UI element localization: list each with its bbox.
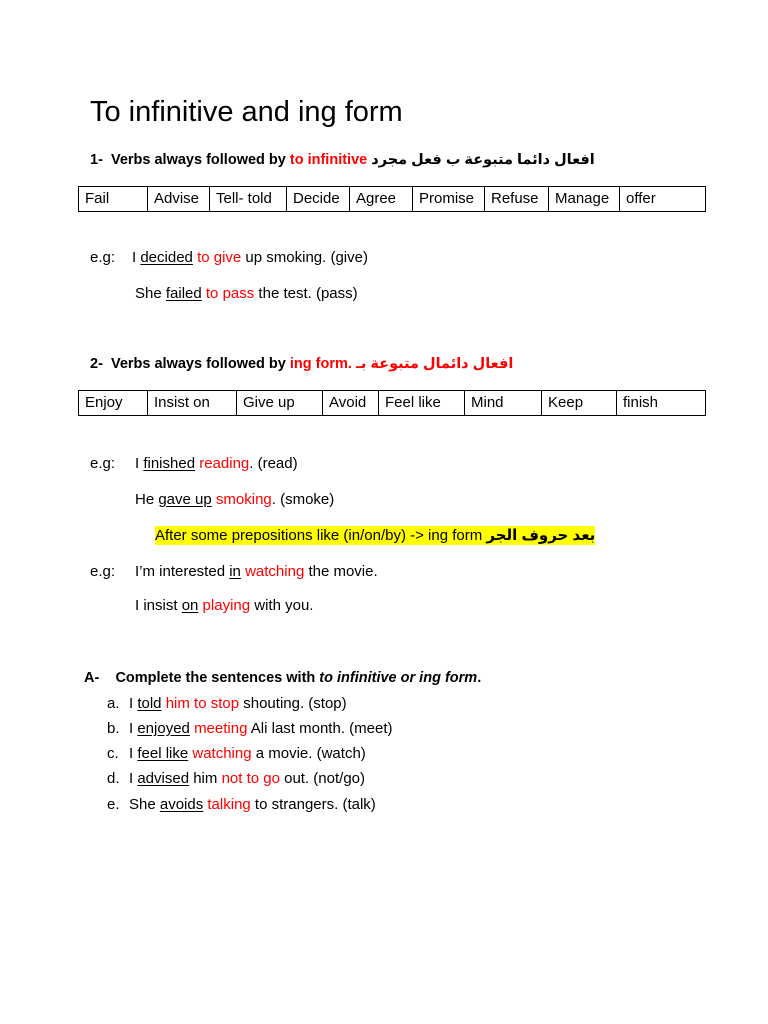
preposition-note: [155, 526, 595, 544]
section2-eg2-label: e.g:: [90, 563, 116, 580]
exercise-label: Complete the sentences with: [115, 670, 320, 686]
exercise-item: b. I enjoyed meeting Ali last month. (meet): [107, 720, 393, 737]
section1-heading: [90, 152, 595, 168]
section2-heading: [90, 356, 513, 372]
section2-eg-label: e.g:: [90, 455, 116, 472]
verb-cell: finish: [617, 391, 706, 416]
verb-cell: Enjoy: [79, 391, 148, 416]
example-sentence: He gave up smoking. (smoke): [135, 491, 335, 508]
section1-arabic: افعال دائما متبوعة ب فعل مجرد: [371, 152, 595, 168]
table-row: [79, 391, 706, 416]
verb-cell: Mind: [465, 391, 542, 416]
section1-label: Verbs always followed by: [110, 152, 286, 168]
verb-cell: Feel like: [379, 391, 465, 416]
verb-cell: Manage: [549, 187, 620, 212]
example-sentence: I’m interested in watching the movie.: [135, 563, 378, 580]
section1-verb-table: [78, 186, 706, 212]
table-row: [79, 187, 706, 212]
exercise-item: a. I told him to stop shouting. (stop): [107, 695, 347, 712]
example-sentence: She failed to pass the test. (pass): [135, 285, 358, 302]
verb-cell: Avoid: [323, 391, 379, 416]
section2-highlight: ing form.: [289, 356, 352, 372]
section1-highlight: to infinitive: [289, 152, 368, 168]
exercise-item: c. I feel like watching a movie. (watch): [107, 745, 366, 762]
verb-cell: Insist on: [148, 391, 237, 416]
exercise-item: d. I advised him not to go out. (not/go): [107, 770, 366, 787]
example-sentence: I insist on playing with you.: [135, 597, 314, 614]
verb-cell: Tell- told: [210, 187, 287, 212]
verb-cell: Refuse: [485, 187, 549, 212]
verb-cell: Keep: [542, 391, 617, 416]
verb-cell: Advise: [148, 187, 210, 212]
section2-verb-table: [78, 390, 706, 416]
exercise-label-italic: to infinitive or ing form: [319, 670, 478, 686]
preposition-note-arabic: بعد حروف الجر: [486, 527, 596, 544]
section2-number: 2-: [90, 356, 103, 372]
page-title: To infinitive and ing form: [90, 96, 403, 128]
example-sentence: I finished reading. (read): [135, 455, 298, 472]
verb-cell: Decide: [287, 187, 350, 212]
example-sentence: I decided to give up smoking. (give): [132, 249, 368, 266]
verb-cell: Give up: [237, 391, 323, 416]
section1-number: 1-: [90, 152, 103, 168]
exercise-item: e. She avoids talking to strangers. (talk): [107, 796, 376, 813]
exercise-heading: A- Complete the sentences with to infinitive or ing form.: [84, 670, 482, 686]
verb-cell: Agree: [350, 187, 413, 212]
verb-cell: Promise: [413, 187, 485, 212]
verb-cell: offer: [620, 187, 706, 212]
preposition-note-text: After some prepositions like (in/on/by) -> ing form: [155, 527, 483, 544]
section1-eg-label: e.g:: [90, 249, 116, 266]
section2-arabic: افعال دائمال متبوعة بـ: [355, 356, 514, 372]
exercise-number: A-: [84, 670, 100, 686]
verb-cell: Fail: [79, 187, 148, 212]
section2-label: Verbs always followed by: [110, 356, 286, 372]
